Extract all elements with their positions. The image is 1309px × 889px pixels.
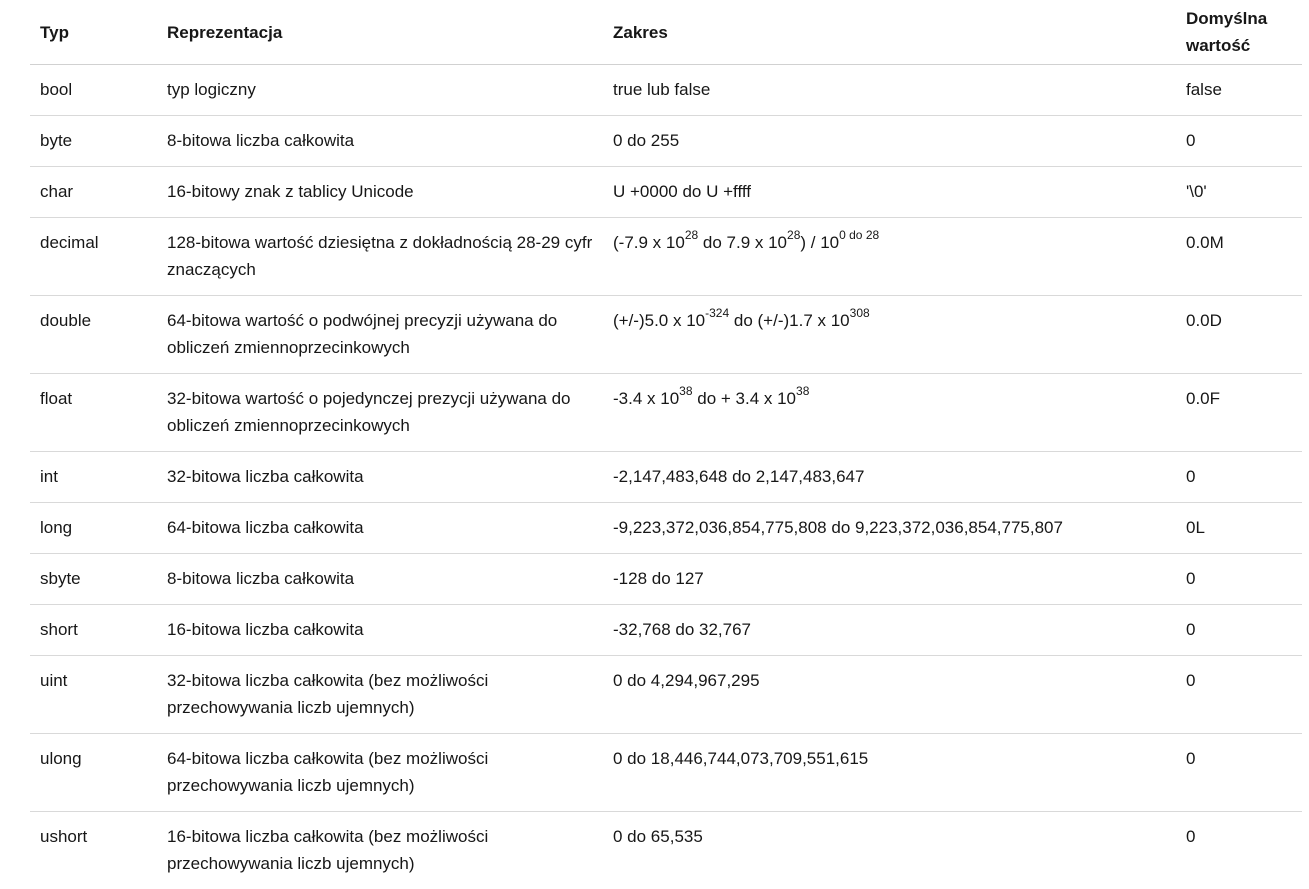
table-row: [30, 605, 1302, 656]
cell-domyslna: 0: [1176, 812, 1302, 889]
cell-typ: int: [30, 452, 157, 503]
cell-typ: float: [30, 374, 157, 452]
zakres-text: -3.4 x 10: [613, 389, 679, 408]
table-row: [30, 812, 1302, 889]
data-types-table: [30, 0, 1302, 889]
cell-typ: ushort: [30, 812, 157, 889]
table-row: [30, 218, 1302, 296]
cell-domyslna: false: [1176, 65, 1302, 116]
table-row: [30, 167, 1302, 218]
cell-typ: char: [30, 167, 157, 218]
cell-reprezentacja: 16-bitowa liczba całkowita: [157, 605, 603, 656]
table-row: [30, 374, 1302, 452]
cell-zakres: [603, 296, 1176, 374]
table-row: [30, 734, 1302, 812]
cell-reprezentacja: 128-bitowa wartość dziesiętna z dokładnością 28-29 cyfr znaczących: [157, 218, 603, 296]
cell-zakres: 0 do 255: [603, 116, 1176, 167]
zakres-text: do + 3.4 x 10: [693, 389, 797, 408]
zakres-exponent: 0 do 28: [839, 228, 879, 242]
cell-reprezentacja: 16-bitowa liczba całkowita (bez możliwości przechowywania liczb ujemnych): [157, 812, 603, 889]
header-row: [30, 0, 1302, 65]
table-row: [30, 554, 1302, 605]
zakres-text: (-7.9 x 10: [613, 233, 685, 252]
table-row: [30, 656, 1302, 734]
cell-reprezentacja: 64-bitowa liczba całkowita (bez możliwości przechowywania liczb ujemnych): [157, 734, 603, 812]
cell-domyslna: 0: [1176, 452, 1302, 503]
cell-typ: bool: [30, 65, 157, 116]
cell-domyslna: 0: [1176, 554, 1302, 605]
cell-typ: short: [30, 605, 157, 656]
cell-zakres: 0 do 18,446,744,073,709,551,615: [603, 734, 1176, 812]
header-reprezentacja: Reprezentacja: [157, 0, 603, 65]
zakres-exponent: -324: [705, 306, 729, 320]
cell-domyslna: 0: [1176, 734, 1302, 812]
table-header: [30, 0, 1302, 65]
zakres-exponent: 28: [685, 228, 698, 242]
header-domyslna-line2: wartość: [1186, 36, 1250, 55]
cell-typ: sbyte: [30, 554, 157, 605]
zakres-exponent: 308: [850, 306, 870, 320]
cell-zakres: 0 do 65,535: [603, 812, 1176, 889]
table-row: [30, 296, 1302, 374]
table-body: [30, 65, 1302, 889]
cell-reprezentacja: 8-bitowa liczba całkowita: [157, 554, 603, 605]
cell-typ: long: [30, 503, 157, 554]
cell-zakres: true lub false: [603, 65, 1176, 116]
header-typ: Typ: [30, 0, 157, 65]
zakres-text: ) / 10: [800, 233, 839, 252]
table-row: [30, 503, 1302, 554]
cell-zakres: -9,223,372,036,854,775,808 do 9,223,372,036,854,775,807: [603, 503, 1176, 554]
cell-zakres: -32,768 do 32,767: [603, 605, 1176, 656]
cell-reprezentacja: typ logiczny: [157, 65, 603, 116]
cell-typ: decimal: [30, 218, 157, 296]
cell-domyslna: 0.0M: [1176, 218, 1302, 296]
cell-zakres: [603, 218, 1176, 296]
cell-zakres: -128 do 127: [603, 554, 1176, 605]
cell-reprezentacja: 32-bitowa liczba całkowita (bez możliwości przechowywania liczb ujemnych): [157, 656, 603, 734]
zakres-exponent: 38: [679, 384, 692, 398]
cell-typ: byte: [30, 116, 157, 167]
cell-domyslna: 0.0F: [1176, 374, 1302, 452]
table-row: [30, 116, 1302, 167]
cell-zakres: U +0000 do U +ffff: [603, 167, 1176, 218]
cell-reprezentacja: 64-bitowa wartość o podwójnej precyzji używana do obliczeń zmiennoprzecinkowych: [157, 296, 603, 374]
header-domyslna-line1: Domyślna: [1186, 9, 1267, 28]
table-row: [30, 452, 1302, 503]
cell-reprezentacja: 32-bitowa wartość o pojedynczej prezycji używana do obliczeń zmiennoprzecinkowych: [157, 374, 603, 452]
cell-domyslna: 0: [1176, 116, 1302, 167]
cell-reprezentacja: 16-bitowy znak z tablicy Unicode: [157, 167, 603, 218]
zakres-text: do (+/-)1.7 x 10: [729, 311, 849, 330]
cell-typ: uint: [30, 656, 157, 734]
cell-domyslna: 0: [1176, 656, 1302, 734]
header-zakres: Zakres: [603, 0, 1176, 65]
cell-domyslna: 0.0D: [1176, 296, 1302, 374]
zakres-text: (+/-)5.0 x 10: [613, 311, 705, 330]
table-row: [30, 65, 1302, 116]
zakres-exponent: 38: [796, 384, 809, 398]
zakres-text: do 7.9 x 10: [698, 233, 787, 252]
cell-typ: ulong: [30, 734, 157, 812]
header-domyslna-wartosc: [1176, 0, 1302, 65]
cell-zakres: [603, 374, 1176, 452]
cell-typ: double: [30, 296, 157, 374]
cell-zakres: 0 do 4,294,967,295: [603, 656, 1176, 734]
cell-domyslna: 0: [1176, 605, 1302, 656]
cell-domyslna: 0L: [1176, 503, 1302, 554]
cell-reprezentacja: 32-bitowa liczba całkowita: [157, 452, 603, 503]
cell-zakres: -2,147,483,648 do 2,147,483,647: [603, 452, 1176, 503]
cell-reprezentacja: 64-bitowa liczba całkowita: [157, 503, 603, 554]
cell-reprezentacja: 8-bitowa liczba całkowita: [157, 116, 603, 167]
cell-domyslna: '\0': [1176, 167, 1302, 218]
zakres-exponent: 28: [787, 228, 800, 242]
